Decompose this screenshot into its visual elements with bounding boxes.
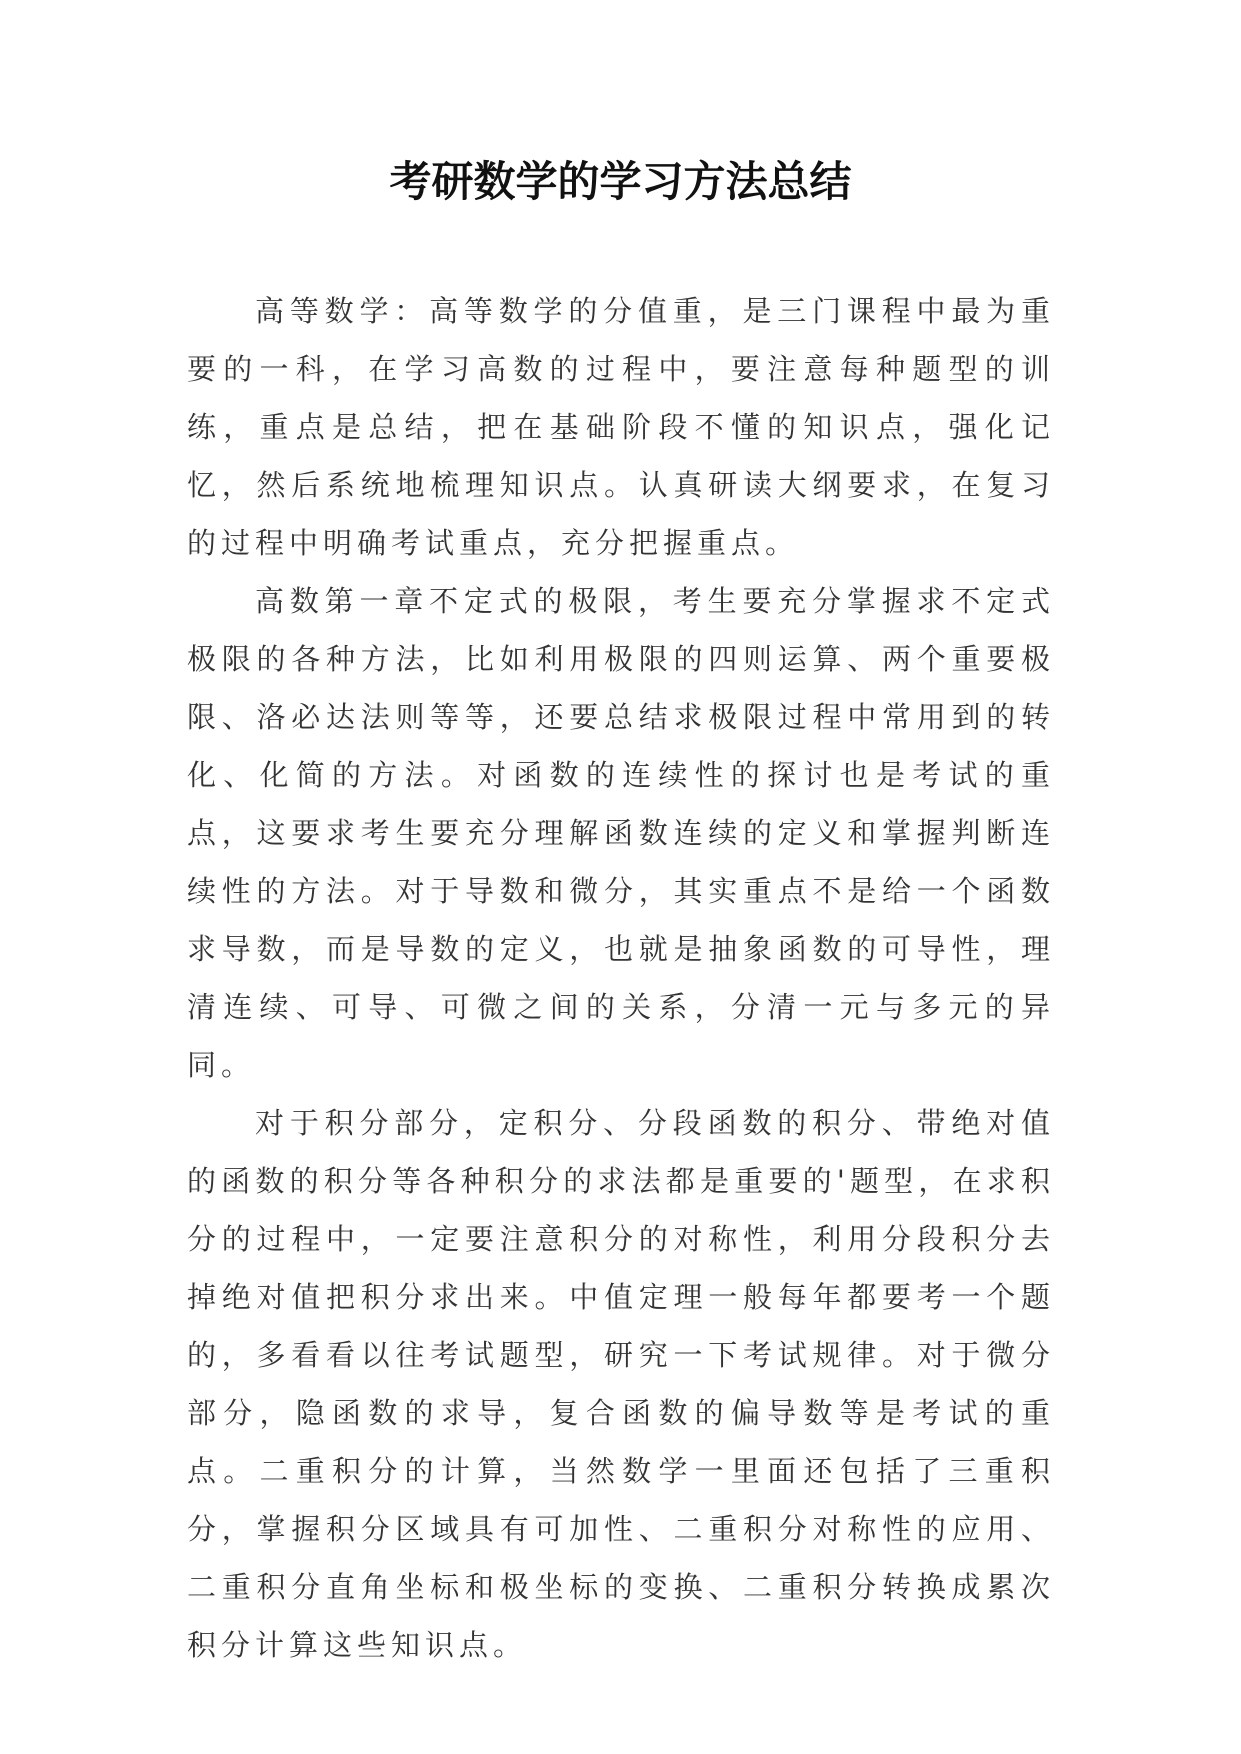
document-title: 考研数学的学习方法总结 <box>389 157 852 206</box>
paragraph-limits-and-derivatives: 高数第一章不定式的极限，考生要充分掌握求不定式极限的各种方法，比如利用极限的四则运算、两个重要极限、洛必达法则等等，还要总结求极限过程中常用到的转化、化简的方法。对函数的连续性的探讨也是考试的重点，这要求考生要充分理解函数连续的定义和掌握判断连续性的方法。对于导数和微分，其实重点不是给一个函数求导数，而是导数的定义，也就是抽象函数的可导性，理清连续、可导、可微之间的关系，分清一元与多元的异同。 <box>187 584 1055 1082</box>
document-body <box>187 282 1055 1674</box>
paragraph-advanced-math-overview: 高等数学：高等数学的分值重，是三门课程中最为重要的一科，在学习高数的过程中，要注意每种题型的训练，重点是总结，把在基础阶段不懂的知识点，强化记忆，然后系统地梳理知识点。认真研读大纲要求，在复习的过程中明确考试重点，充分把握重点。 <box>187 294 1055 560</box>
paragraph-integrals: 对于积分部分，定积分、分段函数的积分、带绝对值的函数的积分等各种积分的求法都是重要的'题型，在求积分的过程中，一定要注意积分的对称性，利用分段积分去掉绝对值把积分求出来。中值定理一般每年都要考一个题的，多看看以往考试题型，研究一下考试规律。对于微分部分，隐函数的求导，复合函数的偏导数等是考试的重点。二重积分的计算，当然数学一里面还包括了三重积分，掌握积分区域具有可加性、二重积分对称性的应用、二重积分直角坐标和极坐标的变换、二重积分转换成累次积分计算这些知识点。 <box>187 1106 1055 1662</box>
